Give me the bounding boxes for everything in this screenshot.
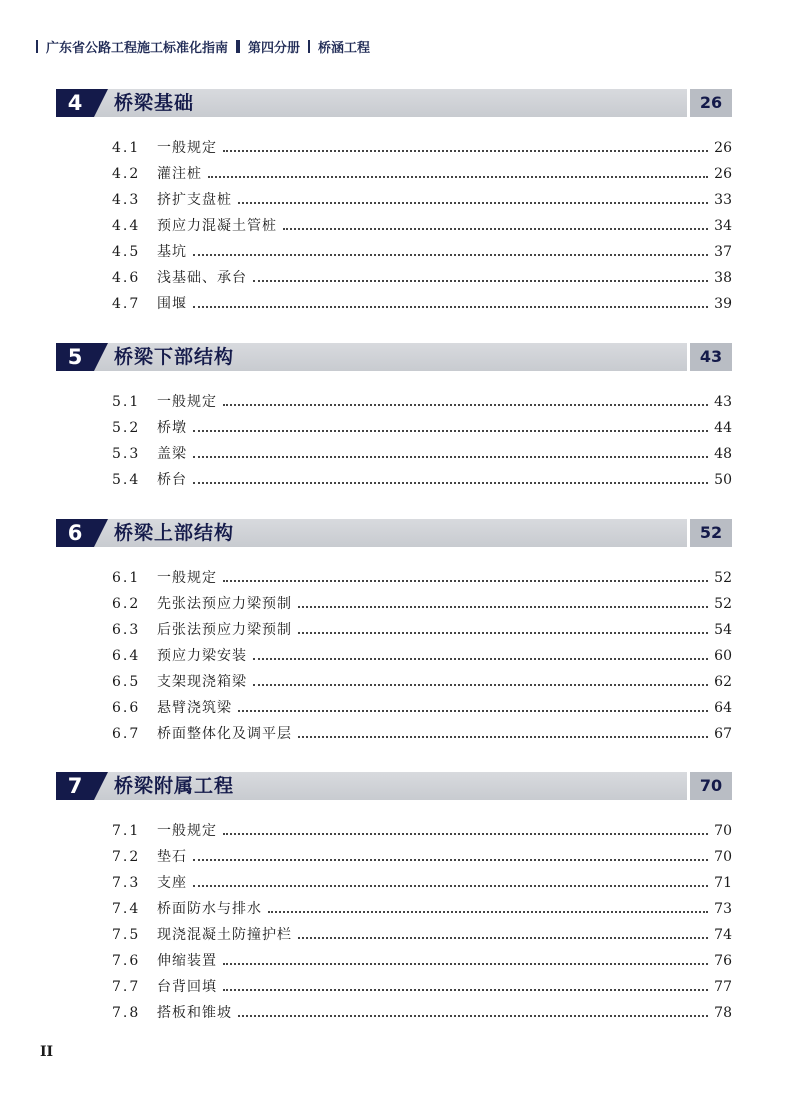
- leader-dots: [193, 254, 708, 256]
- entry-title: 一般规定: [157, 394, 217, 410]
- chapter-page[interactable]: 52: [687, 519, 732, 547]
- toc-entry[interactable]: [56, 215, 732, 241]
- toc-entry[interactable]: [56, 671, 732, 697]
- entry-title: 基坑: [157, 244, 187, 260]
- entry-page: 48: [714, 446, 732, 462]
- chapter-section-4: [56, 89, 732, 319]
- entry-page: 70: [714, 823, 732, 839]
- chapter-title: 桥梁上部结构: [114, 522, 235, 544]
- entry-number: 7.4: [112, 901, 141, 917]
- toc-entry[interactable]: [56, 619, 732, 645]
- leader-dots: [298, 632, 708, 634]
- chapter-title: 桥梁下部结构: [114, 346, 235, 368]
- leader-dots: [298, 937, 708, 939]
- toc-entry[interactable]: [56, 267, 732, 293]
- chapter-page[interactable]: 43: [687, 343, 732, 371]
- entry-page: 50: [714, 472, 732, 488]
- entry-page: 73: [714, 901, 732, 917]
- toc-list: [56, 567, 732, 749]
- entry-number: 6.5: [112, 674, 141, 690]
- toc-entry[interactable]: [56, 723, 732, 749]
- entry-title: 围堰: [157, 296, 187, 312]
- chapter-page[interactable]: 26: [687, 89, 732, 117]
- toc-entry[interactable]: [56, 872, 732, 898]
- chapter-section-5: [56, 343, 732, 495]
- entry-page: 62: [714, 674, 732, 690]
- entry-page: 77: [714, 979, 732, 995]
- entry-page: 44: [714, 420, 732, 436]
- entry-page: 67: [714, 726, 732, 742]
- entry-title: 桥墩: [157, 420, 187, 436]
- chapter-wedge: [94, 772, 108, 800]
- entry-number: 6.1: [112, 570, 141, 586]
- toc-entry[interactable]: [56, 593, 732, 619]
- entry-number: 7.8: [112, 1005, 141, 1021]
- entry-page: 78: [714, 1005, 732, 1021]
- entry-page: 74: [714, 927, 732, 943]
- entry-number: 4.4: [112, 218, 141, 234]
- toc-entry[interactable]: [56, 1002, 732, 1028]
- toc-entry[interactable]: [56, 567, 732, 593]
- entry-title: 先张法预应力梁预制: [157, 596, 292, 612]
- entry-number: 5.4: [112, 472, 141, 488]
- leader-dots: [193, 859, 708, 861]
- leader-dots: [193, 456, 708, 458]
- leader-dots: [193, 885, 708, 887]
- entry-number: 6.3: [112, 622, 141, 638]
- entry-number: 7.5: [112, 927, 141, 943]
- leader-dots: [193, 430, 708, 432]
- chapter-section-7: [56, 772, 732, 1028]
- leader-dots: [253, 684, 708, 686]
- leader-dots: [223, 833, 708, 835]
- entry-title: 支座: [157, 875, 187, 891]
- toc-list: [56, 391, 732, 495]
- entry-title: 灌注桩: [157, 166, 202, 182]
- entry-title: 伸缩装置: [157, 953, 217, 969]
- leader-dots: [223, 580, 708, 582]
- entry-page: 37: [714, 244, 732, 260]
- entry-title: 浅基础、承台: [157, 270, 247, 286]
- toc-entry[interactable]: [56, 950, 732, 976]
- entry-page: 60: [714, 648, 732, 664]
- toc-entry[interactable]: [56, 163, 732, 189]
- entry-title: 一般规定: [157, 140, 217, 156]
- toc-entry[interactable]: [56, 469, 732, 495]
- entry-page: 70: [714, 849, 732, 865]
- book-title: 广东省公路工程施工标准化指南: [46, 40, 229, 56]
- chapter-number: 6: [56, 519, 94, 547]
- entry-number: 7.6: [112, 953, 141, 969]
- entry-number: 7.7: [112, 979, 141, 995]
- leader-dots: [298, 736, 708, 738]
- entry-number: 5.3: [112, 446, 141, 462]
- chapter-banner: [56, 772, 732, 800]
- subject-label: 桥涵工程: [318, 40, 371, 56]
- toc-entry[interactable]: [56, 391, 732, 417]
- entry-page: 71: [714, 875, 732, 891]
- entry-page: 33: [714, 192, 732, 208]
- entry-page: 34: [714, 218, 732, 234]
- entry-page: 76: [714, 953, 732, 969]
- leader-dots: [268, 911, 708, 913]
- toc-list: [56, 820, 732, 1028]
- entry-title: 桥面整体化及调平层: [157, 726, 292, 742]
- leader-dots: [193, 306, 708, 308]
- leader-dots: [253, 280, 708, 282]
- leader-dots: [223, 404, 708, 406]
- entry-title: 垫石: [157, 849, 187, 865]
- entry-number: 7.1: [112, 823, 141, 839]
- toc-entry[interactable]: [56, 293, 732, 319]
- entry-number: 5.1: [112, 394, 141, 410]
- toc-entry[interactable]: [56, 976, 732, 1002]
- toc-entry[interactable]: [56, 417, 732, 443]
- entry-number: 5.2: [112, 420, 141, 436]
- entry-title: 一般规定: [157, 570, 217, 586]
- entry-number: 6.7: [112, 726, 141, 742]
- entry-page: 52: [714, 596, 732, 612]
- leader-dots: [223, 989, 708, 991]
- chapter-wedge: [94, 519, 108, 547]
- entry-number: 7.3: [112, 875, 141, 891]
- entry-number: 6.2: [112, 596, 141, 612]
- entry-number: 6.4: [112, 648, 141, 664]
- page-folio: II: [40, 1044, 54, 1060]
- entry-page: 54: [714, 622, 732, 638]
- leader-dots: [253, 658, 708, 660]
- leader-dots: [223, 963, 708, 965]
- entry-title: 盖梁: [157, 446, 187, 462]
- entry-page: 26: [714, 140, 732, 156]
- entry-title: 一般规定: [157, 823, 217, 839]
- entry-number: 6.6: [112, 700, 141, 716]
- chapter-number: 4: [56, 89, 94, 117]
- toc-entry[interactable]: [56, 137, 732, 163]
- toc-entry[interactable]: [56, 645, 732, 671]
- volume-label: 第四分册: [248, 40, 301, 56]
- chapter-wedge: [94, 343, 108, 371]
- toc-entry[interactable]: [56, 820, 732, 846]
- entry-number: 7.2: [112, 849, 141, 865]
- chapter-number: 7: [56, 772, 94, 800]
- chapter-banner: [56, 343, 732, 371]
- chapter-wedge: [94, 89, 108, 117]
- header-divider: [36, 40, 38, 53]
- entry-title: 预应力梁安装: [157, 648, 247, 664]
- leader-dots: [298, 606, 708, 608]
- entry-number: 4.6: [112, 270, 141, 286]
- toc-entry[interactable]: [56, 189, 732, 215]
- entry-number: 4.5: [112, 244, 141, 260]
- chapter-banner: [56, 89, 732, 117]
- running-header: [36, 36, 370, 56]
- toc-entry[interactable]: [56, 241, 732, 267]
- entry-page: 38: [714, 270, 732, 286]
- header-divider: [236, 40, 240, 53]
- toc-entry[interactable]: [56, 924, 732, 950]
- entry-title: 桥台: [157, 472, 187, 488]
- leader-dots: [238, 1015, 708, 1017]
- leader-dots: [223, 150, 708, 152]
- chapter-number: 5: [56, 343, 94, 371]
- toc-list: [56, 137, 732, 319]
- entry-title: 桥面防水与排水: [157, 901, 262, 917]
- leader-dots: [208, 176, 708, 178]
- entry-number: 4.3: [112, 192, 141, 208]
- entry-title: 搭板和锥坡: [157, 1005, 232, 1021]
- entry-title: 后张法预应力梁预制: [157, 622, 292, 638]
- leader-dots: [193, 482, 708, 484]
- leader-dots: [238, 710, 708, 712]
- entry-page: 52: [714, 570, 732, 586]
- header-divider: [308, 40, 310, 53]
- entry-title: 挤扩支盘桩: [157, 192, 232, 208]
- toc-entry[interactable]: [56, 846, 732, 872]
- entry-page: 43: [714, 394, 732, 410]
- entry-page: 39: [714, 296, 732, 312]
- entry-title: 预应力混凝土管桩: [157, 218, 277, 234]
- chapter-section-6: [56, 519, 732, 749]
- leader-dots: [238, 202, 708, 204]
- entry-number: 4.1: [112, 140, 141, 156]
- leader-dots: [283, 228, 708, 230]
- entry-page: 64: [714, 700, 732, 716]
- entry-title: 支架现浇箱梁: [157, 674, 247, 690]
- toc-entry[interactable]: [56, 443, 732, 469]
- entry-title: 悬臂浇筑梁: [157, 700, 232, 716]
- entry-number: 4.2: [112, 166, 141, 182]
- toc-entry[interactable]: [56, 898, 732, 924]
- entry-title: 台背回填: [157, 979, 217, 995]
- chapter-title: 桥梁基础: [114, 92, 195, 114]
- entry-title: 现浇混凝土防撞护栏: [157, 927, 292, 943]
- chapter-banner: [56, 519, 732, 547]
- entry-page: 26: [714, 166, 732, 182]
- entry-number: 4.7: [112, 296, 141, 312]
- chapter-title: 桥梁附属工程: [114, 775, 235, 797]
- chapter-page[interactable]: 70: [687, 772, 732, 800]
- toc-entry[interactable]: [56, 697, 732, 723]
